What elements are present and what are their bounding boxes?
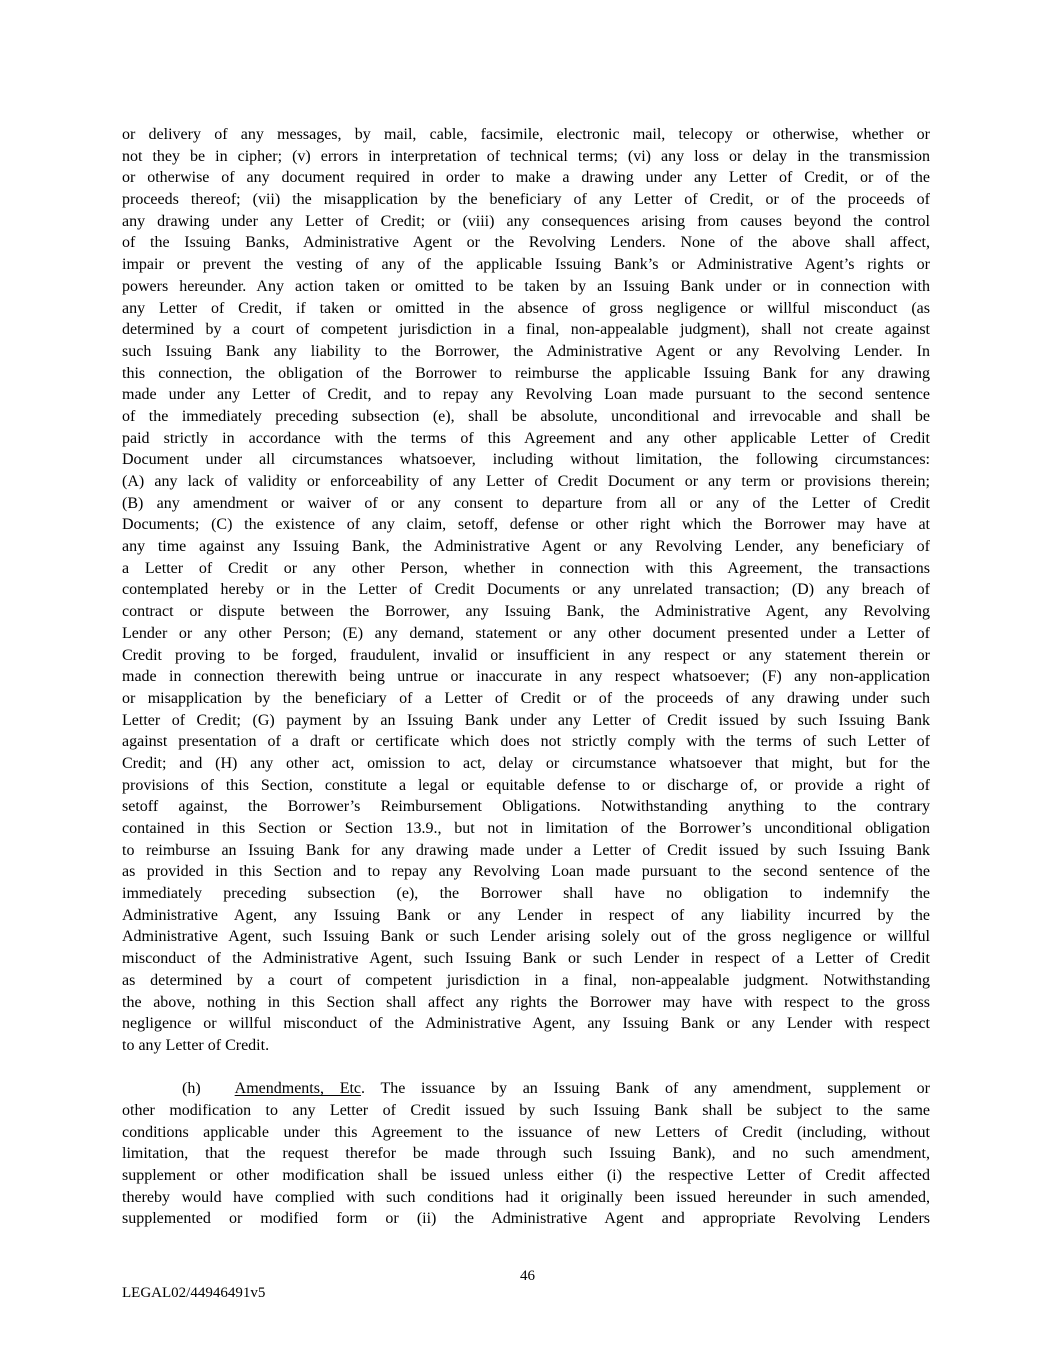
text-line: Credit proving to be forged, fraudulent, invalid or insufficient in any respect or any statement therein or <box>122 646 930 664</box>
text-line: (B) any amendment or waiver of or any consent to departure from all or any of the Letter of Credit <box>122 494 930 512</box>
text-line: (A) any lack of validity or enforceability of any Letter of Credit Document or any term or provisions therein; <box>122 473 930 490</box>
text-line: thereby would have complied with such conditions had it originally been issued hereunder in such amended, <box>122 1188 930 1206</box>
text-line: of the immediately preceding subsection (e), shall be absolute, unconditional and irrevocable and shall be <box>122 407 930 425</box>
text-line: limitation, that the request therefor be made through such Issuing Bank), and no such amendment, <box>122 1145 930 1163</box>
text-line: Letter of Credit; (G) payment by an Issuing Bank under any Letter of Credit issued by such Issuing Bank <box>122 711 930 729</box>
page-number: 46 <box>520 1268 535 1284</box>
text-line: contract or dispute between the Borrower, any Issuing Bank, the Administrative Agent, any Revolving <box>122 603 930 621</box>
text-line: immediately preceding subsection (e), the Borrower shall have no obligation to indemnify the <box>122 885 930 903</box>
text-line: Credit; and (H) any other act, omission to act, delay or circumstance whatsoever that might, but for the <box>122 754 930 772</box>
text-line: misconduct of the Administrative Agent, such Issuing Bank or such Lender in respect of a Letter of Credit <box>122 950 930 968</box>
text-line: provisions of this Section, constitute a legal or equitable defense to or discharge of, or provide a right of <box>122 776 930 794</box>
text-line: impair or prevent the vesting of any of the applicable Issuing Bank’s or Administrative Agent’s rights or <box>122 256 930 274</box>
text-line: as provided in this Section and to repay any Revolving Loan made pursuant to the second sentence of the <box>122 863 930 881</box>
text-line: Lender or any other Person; (E) any demand, statement or any other document presented under a Letter of <box>122 624 930 642</box>
text-line: Documents; (C) the existence of any claim, setoff, defense or other right which the Borrower may have at <box>122 516 930 534</box>
text-line: other modification to any Letter of Credit issued by such Issuing Bank shall be subject to the same <box>122 1101 930 1119</box>
text-line: contemplated hereby or in the Letter of Credit Documents or any unrelated transaction; (D) any breach of <box>122 581 930 599</box>
text-line: made in connection therewith being untrue or inaccurate in any respect whatsoever; (F) any non-application <box>122 668 930 686</box>
text-line: such Issuing Bank any liability to the Borrower, the Administrative Agent or any Revolving Lender. In <box>122 342 930 360</box>
text-line: the above, nothing in this Section shall affect any rights the Borrower may have with respect to the gross <box>122 993 930 1011</box>
text-line: supplemented or modified form or (ii) the Administrative Agent and appropriate Revolving Lenders <box>122 1210 930 1228</box>
text-line: Administrative Agent, any Issuing Bank or any Lender in respect of any liability incurred by the <box>122 906 930 924</box>
text-line: any time against any Issuing Bank, the Administrative Agent or any Revolving Lender, any beneficiary of <box>122 538 930 556</box>
text-line: made under any Letter of Credit, and to repay any Revolving Loan made pursuant to the second sentence <box>122 386 930 404</box>
text-line <box>122 1078 930 1100</box>
text-line: conditions applicable under this Agreement to the issuance of new Letters of Credit (including, without <box>122 1123 930 1141</box>
text-line: this connection, the obligation of the Borrower to reimburse the applicable Issuing Bank for any drawing <box>122 364 930 382</box>
text-line: Administrative Agent, such Issuing Bank or such Lender arising solely out of the gross negligence or willful <box>122 928 930 946</box>
text-line: supplement or other modification shall be issued unless either (i) the respective Letter of Credit affected <box>122 1167 930 1184</box>
text-line: to any Letter of Credit. <box>122 1036 270 1054</box>
text-line: as determined by a court of competent jurisdiction in a final, non-appealable judgment. Notwithstanding <box>122 971 930 989</box>
text-line: setoff against, the Borrower’s Reimbursement Obligations. Notwithstanding anything to the contrary <box>122 798 930 816</box>
footer-doc-id: LEGAL02/44946491v5 <box>122 1285 266 1301</box>
text-line: not they be in cipher; (v) errors in interpretation of technical terms; (vi) any loss or delay in the transmission <box>122 147 930 165</box>
subsection-heading: Amendments, Etc <box>234 1080 362 1098</box>
subsection-label: (h) <box>182 1080 201 1098</box>
text-line: against presentation of a draft or certificate which does not strictly comply with the terms of such Letter of <box>122 733 930 751</box>
text-line: or delivery of any messages, by mail, cable, facsimile, electronic mail, telecopy or otherwise, whether or <box>122 126 930 143</box>
text-line: or otherwise of any document required in order to make a drawing under any Letter of Credit, or of the <box>122 169 930 187</box>
text-line: or misapplication by the beneficiary of a Letter of Credit or of the proceeds of any drawing under such <box>122 689 930 707</box>
body-text <box>122 124 930 1230</box>
text-line: contained in this Section or Section 13.9., but not in limitation of the Borrower’s unconditional obligation <box>122 820 930 837</box>
text-line: negligence or willful misconduct of the Administrative Agent, any Issuing Bank or any Lender with respect <box>122 1015 930 1033</box>
text-line: determined by a court of competent jurisdiction in a final, non-appealable judgment), shall not create against <box>122 321 930 339</box>
text-line: proceeds thereof; (vii) the misapplication by the beneficiary of any Letter of Credit, or of the proceeds of <box>122 191 930 209</box>
text-line: Document under all circumstances whatsoever, including without limitation, the following circumstances: <box>122 451 930 469</box>
paragraph-spacer <box>122 1057 930 1079</box>
paragraph-amendments <box>122 1078 930 1230</box>
paragraph-continuation <box>122 124 930 1057</box>
text-line: of the Issuing Banks, Administrative Agent or the Revolving Lenders. None of the above shall affect, <box>122 234 930 252</box>
text-line: to reimburse an Issuing Bank for any drawing made under a Letter of Credit issued by such Issuing Bank <box>122 841 930 859</box>
text-line: paid strictly in accordance with the terms of this Agreement and any other applicable Letter of Credit <box>122 429 930 447</box>
first-line-text: . The issuance by an Issuing Bank of any amendment, supplement or <box>361 1080 930 1098</box>
text-line: powers hereunder. Any action taken or omitted to be taken by an Issuing Bank under or in connection with <box>122 277 930 295</box>
text-line: any drawing under any Letter of Credit; or (viii) any consequences arising from causes beyond the control <box>122 212 930 230</box>
text-line: a Letter of Credit or any other Person, whether in connection with this Agreement, the transactions <box>122 559 930 577</box>
text-line: any Letter of Credit, if taken or omitted in the absence of gross negligence or willful misconduct (as <box>122 299 930 317</box>
